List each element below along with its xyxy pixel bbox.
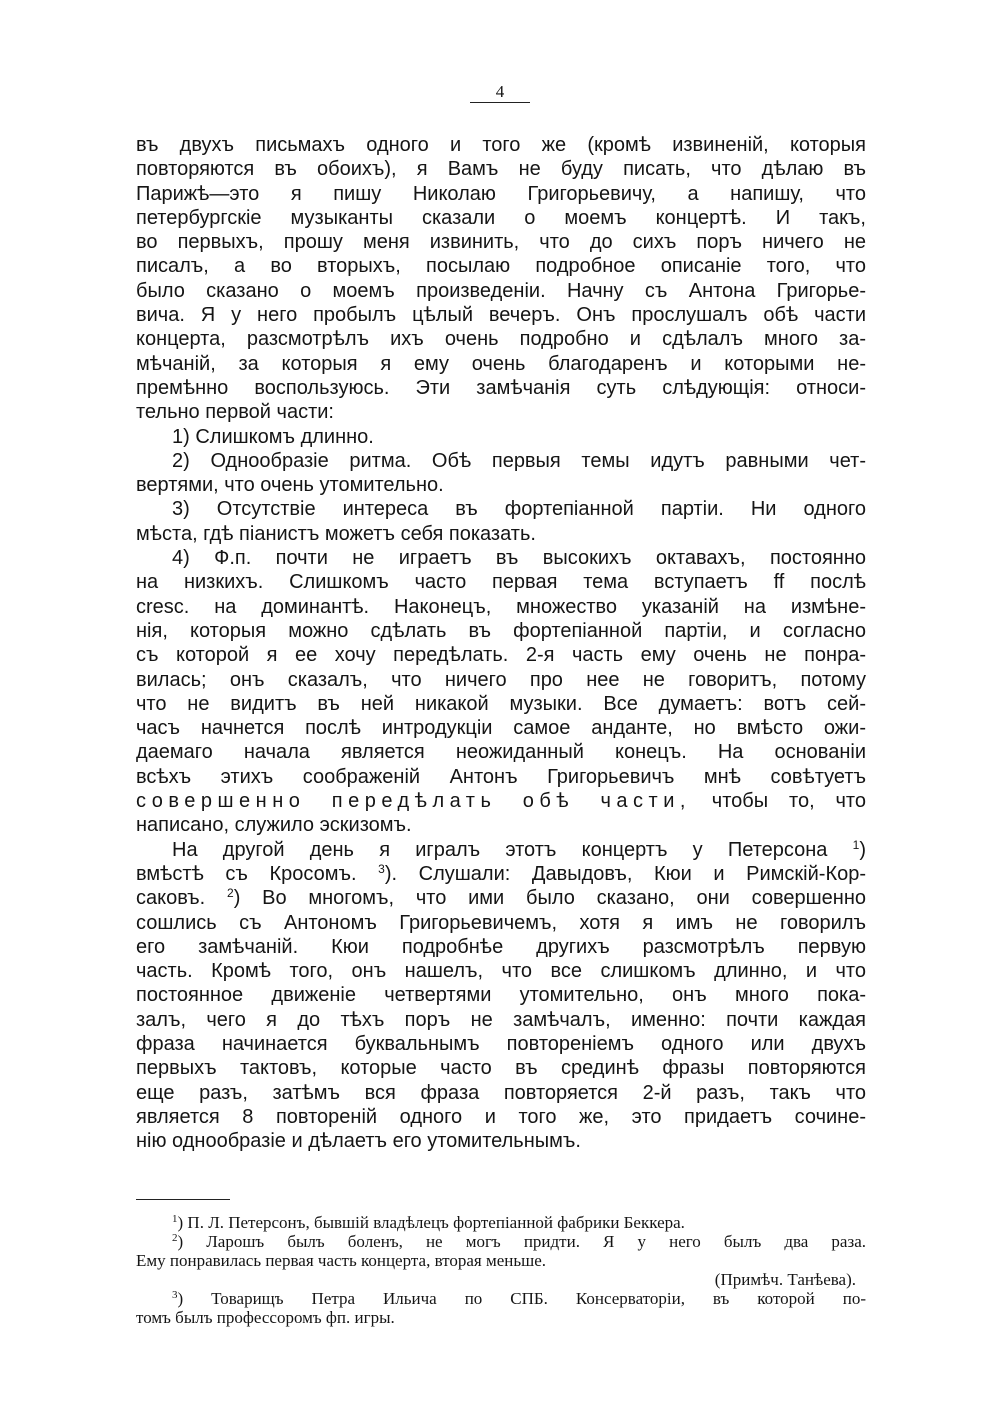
text-line: во первыхъ, прошу меня извинить, что до сихъ поръ ничего не (136, 231, 866, 254)
spaced-emphasis-line (136, 789, 866, 813)
text-line: является 8 повтореній одного и того же, это придаетъ сочине- (136, 1105, 866, 1128)
text-line: на низкихъ. Слишкомъ часто первая тема вступаетъ ff послѣ (136, 571, 866, 594)
text-fragment: чтобы то, что (690, 790, 866, 813)
text-line (136, 862, 866, 886)
text-line: было сказано о моемъ произведеніи. Начну съ Антона Григорье- (136, 279, 866, 302)
text-line: часть. Кромѣ того, онъ нашелъ, что все слишкомъ длинно, и что (136, 960, 866, 983)
list-item-3: 3) Отсутствіе интереса въ фортепіанной партіи. Ни одного (172, 498, 866, 521)
text-line: даемаго начала является неожиданный конецъ. На основаніи (136, 741, 866, 764)
footnote-attribution: (Примѣч. Танѣева). (714, 1270, 856, 1289)
text-line: петербургскіе музыканты сказали о моемъ концертѣ. И такъ, (136, 206, 866, 229)
footnote-text: томъ былъ профессоромъ фп. игры. (136, 1308, 395, 1327)
text-line: тельно первой части: (136, 401, 334, 424)
footnotes (136, 1213, 866, 1327)
text-line: что не видитъ въ ней никакой музыки. Все думаетъ: вотъ сей- (136, 692, 866, 715)
text-line: мѣста, гдѣ піанистъ можетъ себя показать. (136, 522, 536, 545)
footnote-mark: 3 (172, 1289, 178, 1301)
text-line: мѣчаній, за которыя я ему очень благодаренъ и которыми не- (136, 352, 866, 375)
list-item-1: 1) Слишкомъ длинно. (172, 425, 374, 448)
footnote-text: ) Товарищъ Петра Ильича по СПБ. Консерваторіи, въ которой по- (177, 1289, 866, 1308)
text-line: написано, служило эскизомъ. (136, 814, 412, 837)
text-line: еще разъ, затѣмъ вся фраза повторяется 2-й разъ, такъ что (136, 1081, 866, 1104)
footnote-ref[interactable]: 2 (227, 886, 234, 901)
text-fragment: саковъ. (136, 887, 228, 910)
text-line: концерта, разсмотрѣлъ ихъ очень подробно и сдѣлалъ много за- (136, 328, 866, 351)
text-line: фраза начинается буквальнымъ повтореніемъ одного или двухъ (136, 1032, 866, 1055)
text-line (136, 886, 866, 910)
text-line: писалъ, а во вторыхъ, посылаю подробное описаніе того, что (136, 255, 866, 278)
text-line: постоянное движеніе четвертями утомительно, онъ много пока- (136, 984, 866, 1007)
footnote-1 (136, 1213, 866, 1232)
footnote-text: Ему понравилась первая часть концерта, вторая меньше. (136, 1251, 547, 1270)
footnote-text: ) П. Л. Петерсонъ, бывшій владѣлецъ фортепіанной фабрики Беккера. (177, 1213, 685, 1232)
text-line: сошлись съ Антономъ Григорьевичемъ, хотя я имъ не говорилъ (136, 911, 866, 934)
footnote-separator (136, 1199, 230, 1200)
spaced-emphasis: совершенно передѣлать обѣ части, (136, 790, 691, 813)
list-item-4: 4) Ф.п. почти не играетъ въ высокихъ октавахъ, постоянно (172, 547, 866, 570)
text-line: премѣнно воспользуюсь. Эти замѣчанія суть слѣдующія: относи- (136, 376, 866, 399)
text-line: вертями, что очень утомительно. (136, 474, 444, 497)
text-line: его замѣчаній. Кюи подробнѣе другихъ разсмотрѣлъ первую (136, 935, 866, 958)
footnote-ref[interactable]: 3 (378, 861, 385, 876)
page-number: 4 (470, 82, 530, 103)
paragraph-start-line (136, 838, 866, 862)
list-item-2: 2) Однообразіе ритма. Обѣ первыя темы идутъ равными чет- (172, 449, 866, 472)
text-line: cresc. на доминантѣ. Наконецъ, множество указаній на измѣне- (136, 595, 866, 618)
footnote-mark: 1 (172, 1213, 178, 1225)
text-line: повторяются въ обоихъ), я Вамъ не буду писать, что дѣлаю въ (136, 158, 866, 181)
footnote-3 (136, 1289, 866, 1308)
text-line: первыхъ тактовъ, которые часто въ срединѣ фразы повторяются (136, 1057, 866, 1080)
text-fragment: На другой день я игралъ этотъ концертъ у Петерсона (172, 838, 853, 861)
text-line: вилась; онъ сказалъ, что ничего про нее не говоритъ, потому (136, 668, 866, 691)
text-fragment: ) (859, 838, 866, 861)
text-line: нія, которыя можно сдѣлать въ фортепіанной партіи, и согласно (136, 619, 866, 642)
text-line: всѣхъ этихъ соображеній Антонъ Григорьевичъ мнѣ совѣтуетъ (136, 765, 866, 788)
text-line: въ двухъ письмахъ одного и того же (кромѣ извиненій, которыя (136, 134, 866, 156)
footnote-ref[interactable]: 1 (852, 837, 860, 852)
text-line: часъ начнется послѣ интродукціи самое анданте, но вмѣсто ожи- (136, 717, 866, 740)
footnote-mark: 2 (172, 1232, 178, 1244)
text-line: вича. Я у него пробылъ цѣлый вечеръ. Онъ прослушалъ обѣ части (136, 304, 866, 327)
text-line: Парижѣ—это я пишу Николаю Григорьевичу, а напишу, что (136, 182, 866, 205)
text-line: нію однообразіе и дѣлаетъ его утомительнымъ. (136, 1130, 581, 1153)
footnote-text: ) Ларошъ былъ боленъ, не могъ придти. Я у него былъ два раза. (177, 1232, 866, 1251)
body-text (136, 133, 866, 1153)
footnote-2 (136, 1232, 866, 1251)
text-line: съ которой я ее хочу передѣлать. 2-я часть ему очень не понра- (136, 644, 866, 667)
text-line: залъ, чего я до тѣхъ поръ не замѣчалъ, именно: почти каждая (136, 1008, 866, 1031)
text-fragment: ). Слушали: Давыдовъ, Кюи и Римскій-Кор- (384, 862, 867, 885)
text-fragment: ) Во многомъ, что ими было сказано, они совершенно (233, 887, 866, 910)
text-fragment: вмѣстѣ съ Кросомъ. (136, 862, 379, 885)
